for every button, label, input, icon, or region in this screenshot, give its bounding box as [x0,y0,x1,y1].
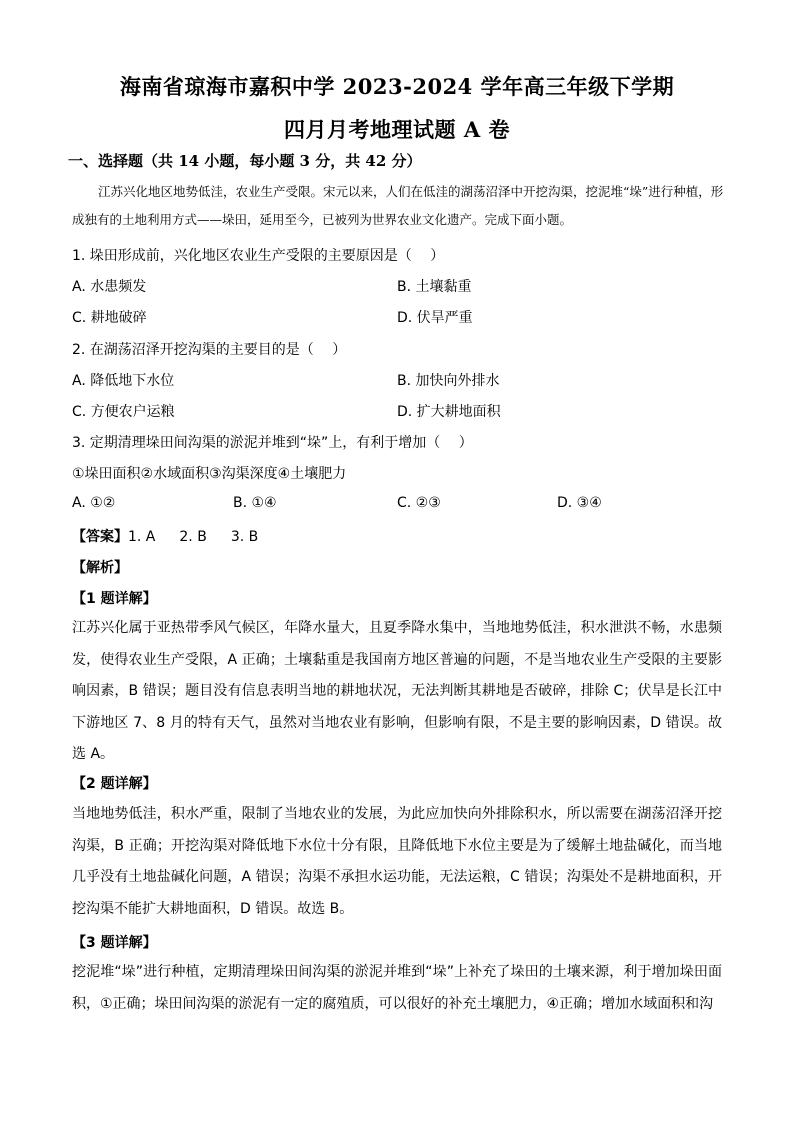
detail-1-text: 江苏兴化属于亚热带季风气候区，年降水量大，且夏季降水集中，当地地势低洼，积水泄洪不畅，水患频发，使得农业生产受限，A 正确；土壤黏重是我国南方地区普遍的问题，不是当地农业生产受限的主要影响因素，B 错误；题目没有信息表明当地的耕地状况，无法判断其耕地是否破碎，排除 C；伏旱是长江中下游地区 7、8 月的特有天气，虽然对当地农业有影响，但影响有限，不是主要的影响因素，D 错误。故选 A。 [72,620,722,762]
detail-2-heading [72,773,157,793]
detail-3-heading [72,932,157,952]
question-3-option-c: C. ②③ [397,495,441,511]
question-2-option-d: D. 扩大耕地面积 [397,404,501,420]
exam-title-line-2: 四月月考地理试题 A 卷 [284,117,510,142]
question-1-option-c: C. 耕地破碎 [72,310,147,326]
answer-2: 2. B [179,529,207,545]
detail-1-tag: 【1 题详解】 [72,591,157,607]
question-3-stem: 3. 定期清理垛田间沟渠的淤泥并堆到“垛”上，有利于增加（ ） [72,435,473,451]
exam-title-line-1: 海南省琼海市嘉积中学 2023-2024 学年高三年级下学期 [119,74,675,99]
question-3-option-d: D. ③④ [557,495,602,511]
detail-3-tag: 【3 题详解】 [72,935,157,951]
question-1-option-a: A. 水患频发 [72,279,147,295]
question-1-stem: 1. 垛田形成前，兴化地区农业生产受限的主要原因是（ ） [72,248,445,264]
answer-3: 3. B [230,529,259,545]
question-2-option-c: C. 方便农户运粮 [72,404,175,420]
answer-tag: 【答案】 [72,529,128,545]
analysis-tag: 【解析】 [72,560,128,576]
passage-intro [72,178,727,234]
detail-2-text: 当地地势低洼，积水严重，限制了当地农业的发展，为此应加快向外排除积水，所以需要在湖荡沼泽开挖沟渠，B 正确；开挖沟渠对降低地下水位十分有限，且降低地下水位主要是为了缓解土地盐碱化，而当地几乎没有土地盐碱化问题，A 错误；沟渠不承担水运功能，无法运粮，C 错误；沟渠处不是耕地面积，开挖沟渠不能扩大耕地面积，D 错误。故选 B。 [72,806,722,917]
detail-3-text: 挖泥堆“垛”进行种植，定期清理垛田间沟渠的淤泥并堆到“垛”上补充了垛田的土壤来源，利于增加垛田面积，①正确；垛田间沟渠的淤泥有一定的腐殖质，可以很好的补充土壤肥力，④正确；增加水域面积和沟 [72,964,722,1012]
question-2-option-a: A. 降低地下水位 [72,373,175,389]
question-3-items: ①垛田面积②水域面积③沟渠深度④土壤肥力 [72,466,347,482]
question-2-option-b: B. 加快向外排水 [397,373,500,389]
question-1-option-b: B. 土壤黏重 [397,279,472,295]
question-1-option-d: D. 伏旱严重 [397,310,473,326]
answer-1: 1. A [128,529,156,545]
question-3-option-b: B. ①④ [233,495,277,511]
question-3-option-a: A. ①② [72,495,116,511]
section-heading: 一、选择题（共 14 小题，每小题 3 分，共 42 分） [68,152,422,170]
passage-intro-text: 江苏兴化地区地势低洼，农业生产受限。宋元以来，人们在低洼的湖荡沼泽中开挖沟渠，挖泥堆“垛”进行种植，形成独有的土地利用方式——垛田，延用至今，已被列为世界农业文化遗产。完成下面小题。 [72,184,724,227]
detail-1-heading [72,588,157,608]
analysis-heading [72,557,128,577]
answer-line [72,526,258,546]
question-2-stem: 2. 在湖荡沼泽开挖沟渠的主要目的是（ ） [72,342,347,358]
detail-2-tag: 【2 题详解】 [72,776,157,792]
